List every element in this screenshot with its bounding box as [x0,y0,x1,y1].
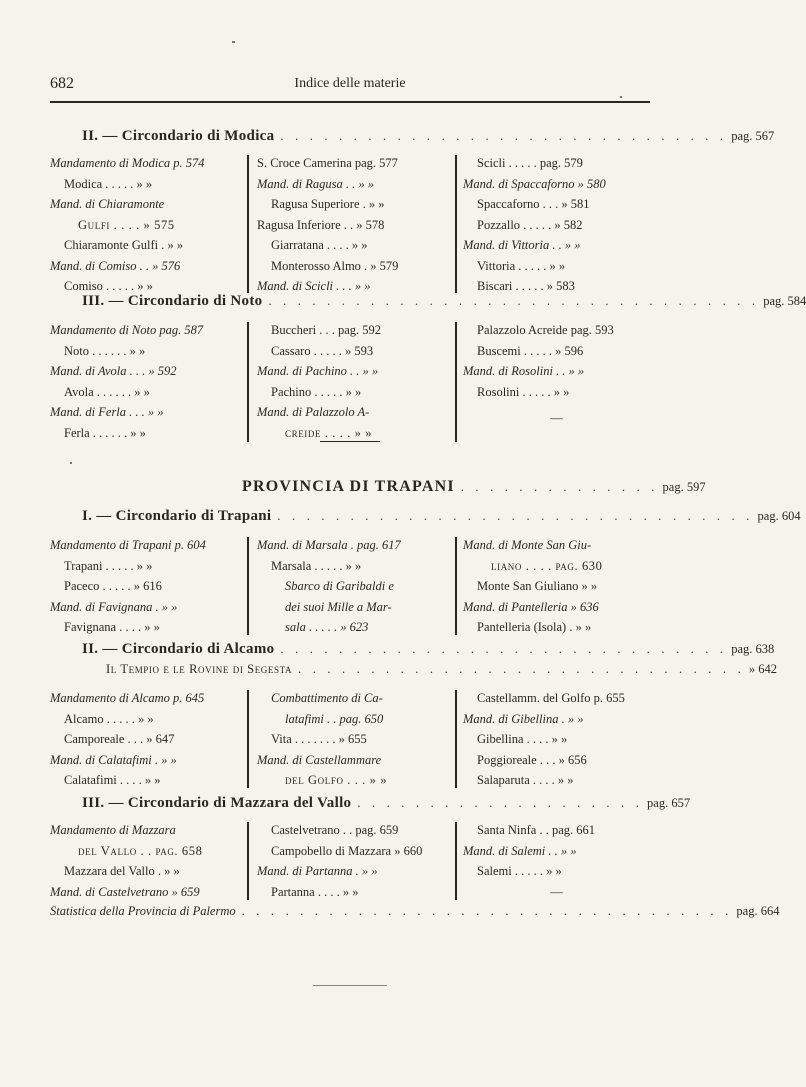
index-entry: Mand. di Pantelleria » 636 [463,599,599,614]
leader-dots: . . . . . . . . . . . . . . . . . . . . . . . . . . . . . . . . . . [241,904,733,918]
column-3 [463,535,650,638]
index-entry: Monterosso Almo . » 579 [271,258,399,273]
column-divider [455,322,457,442]
index-entry: Pozzallo . . . . . » 582 [477,217,583,232]
province-title: PROVINCIA DI TRAPANI [242,478,455,495]
index-entry: Alcamo . . . . . » » [64,711,154,726]
index-entry: Monte San Giuliano » » [477,579,598,593]
index-entry: Vittoria . . . . . » » [477,258,566,273]
column-1 [50,153,240,297]
index-entry: Giarratana . . . . » » [271,238,368,252]
section-page-ref: pag. 597 [662,480,706,494]
column-2 [257,688,454,791]
column-1 [50,320,240,443]
column-3 [463,688,650,791]
column-3 [463,820,650,902]
index-entry: Santa Ninfa . . pag. 661 [477,823,596,837]
paper-speck [232,41,235,43]
index-entry: Salaparuta . . . . » » [477,773,574,787]
leader-dots: . . . . . . . . . . . . . . . . . . . . . . . . . . . . . . . . . [277,509,754,523]
leader-dots: . . . . . . . . . . . . . . . . . . . . [357,796,644,810]
paper-speck [620,96,622,98]
index-entry: Sbarco di Garibaldi e [285,579,394,593]
entries-grid-alcamo [50,688,650,792]
index-entry: Mand. di Ferla . . . » » [50,405,164,419]
header-rule [50,101,650,103]
entries-grid-noto [50,320,650,446]
subsection-segesta [50,662,778,677]
index-entry: Mand. di Monte San Giu- [463,538,592,552]
section-page-ref: pag. 604 [757,509,801,523]
index-entry: Mand. di Scicli . . . » » [257,279,371,293]
index-entry: dei suoi Mille a Mar- [285,599,392,614]
index-entry: Scicli . . . . . pag. 579 [477,156,583,170]
end-rule [313,985,387,986]
leader-dots: . . . . . . . . . . . . . . . . . . . . . . . . . . . . . . . [280,129,728,143]
section-page-ref: pag. 638 [731,642,775,656]
column-divider [247,537,249,635]
index-entry: Ferla . . . . . . » » [64,425,146,440]
index-entry: Mandamento di Noto pag. 587 [50,323,204,337]
closing-entry [50,904,780,919]
index-entry: Salemi . . . . . » » [477,864,562,878]
index-entry: Comiso . . . . . » » [64,279,153,293]
index-entry: Buccheri . . . pag. 592 [271,323,382,337]
index-entry: Ragusa Inferiore . . » 578 [257,217,385,232]
index-entry: Cassaro . . . . . » 593 [271,343,374,358]
index-entry: del Golfo . . . » » [285,773,388,787]
index-entry: latafimi . . pag. 650 [285,711,384,726]
index-entry: Mand. di Castelvetrano » 659 [50,884,200,899]
leader-dots: . . . . . . . . . . . . . . [460,480,659,494]
paper-speck [70,462,72,464]
column-1 [50,535,240,638]
section-heading-mazzara [50,795,691,812]
index-entry: Pachino . . . . . » » [271,384,362,399]
section-heading-trapani [50,508,801,525]
column-divider [455,690,457,788]
index-entry: Mandamento di Trapani p. 604 [50,538,206,552]
column-1 [50,688,240,791]
column-divider [247,690,249,788]
section-heading-modica [50,128,775,145]
index-entry: Paceco . . . . . » 616 [64,579,162,593]
index-entry: Buscemi . . . . . » 596 [477,343,584,358]
index-entry: Rosolini . . . . . » » [477,384,570,399]
index-entry: — [550,411,563,425]
leader-dots: . . . . . . . . . . . . . . . . . . . . . . . . . . . . . . . [280,642,728,656]
index-entry: Mand. di Palazzolo A- [257,405,370,419]
index-entry: Gibellina . . . . » » [477,732,568,746]
index-entry: Chiaramonte Gulfi . » » [64,238,184,252]
index-entry: Combattimento di Ca- [271,691,383,705]
section-page-ref: pag. 584 [763,294,806,308]
leader-dots: . . . . . . . . . . . . . . . . . . . . . . . . . . . . . . . . . . [268,294,760,308]
index-entry: S. Croce Camerina pag. 577 [257,156,398,170]
index-entry: Mand. di Salemi . . » » [463,843,577,858]
index-entry: Poggioreale . . . » 656 [477,752,587,767]
section-title: I. — Circondario di Trapani [82,508,272,524]
section-heading-noto [50,293,806,310]
index-entry: sala . . . . . » 623 [285,620,369,634]
subsection-title: Il Tempio e le Rovine di Segesta [106,662,293,676]
column-3 [463,153,650,297]
index-entry: Avola . . . . . . » » [64,384,150,399]
index-entry: Mand. di Ragusa . . » » [257,176,375,191]
index-entry: Mandamento di Alcamo p. 645 [50,691,205,705]
section-page-ref: pag. 657 [647,796,691,810]
index-entry: Ragusa Superiore . » » [271,197,385,211]
entries-grid-mazzara [50,820,650,904]
entries-grid-modica [50,153,650,298]
index-entry: del Vallo . . pag. 658 [78,843,203,858]
column-1 [50,820,240,902]
index-entry: Biscari . . . . . » 583 [477,279,575,293]
index-entry: Palazzolo Acreide pag. 593 [477,323,614,337]
subsection-page-ref: » 642 [748,662,778,676]
index-entry: Trapani . . . . . » » [64,558,153,573]
index-entry: Mand. di Favignana . » » [50,599,178,614]
index-entry: Mand. di Vittoria . . » » [463,238,581,252]
column-divider [455,537,457,635]
index-entry: liano . . . . pag. 630 [491,558,603,573]
section-heading-alcamo [50,641,775,658]
index-entry: Mand. di Avola . . . » 592 [50,364,177,378]
index-entry: Mazzara del Vallo . » » [64,864,180,878]
page-number: 682 [50,75,74,92]
index-entry: Mand. di Spaccaforno » 580 [463,176,606,191]
index-entry: Partanna . . . . » » [271,884,359,899]
section-title: III. — Circondario di Mazzara del Vallo [82,795,352,811]
index-entry: Mand. di Rosolini . . » » [463,364,585,378]
running-title: Indice delle materie [294,76,406,91]
column-2 [257,153,454,297]
index-entry: Mand. di Gibellina . » » [463,711,584,726]
index-entry: Mand. di Partanna . » » [257,864,378,878]
column-divider [247,322,249,442]
index-entry: Campobello di Mazzara » 660 [271,843,423,858]
column-divider [247,155,249,293]
index-entry: — [550,884,563,899]
entries-grid-trapani [50,535,650,639]
closing-entry-page: pag. 664 [736,904,780,918]
running-header [50,73,650,95]
section-end-rule [320,441,380,442]
index-entry: Mand. di Chiaramonte [50,197,165,211]
column-3 [463,320,650,429]
index-entry: Marsala . . . . . » » [271,558,362,573]
column-divider [455,155,457,293]
section-title: II. — Circondario di Modica [82,128,275,144]
index-entry: Calatafimi . . . . » » [64,773,161,787]
province-heading [50,478,706,496]
index-entry: Spaccaforno . . . » 581 [477,197,590,211]
index-entry: Mandamento di Mazzara [50,823,176,837]
index-entry: Mand. di Calatafimi . » » [50,752,177,767]
index-entry: Vita . . . . . . . » 655 [271,732,367,746]
index-entry: Modica . . . . . » » [64,176,153,191]
index-entry: Castelvetrano . . pag. 659 [271,823,399,837]
closing-entry-title: Statistica della Provincia di Palermo [50,904,236,918]
index-entry: creide . . . . » » [285,425,373,440]
column-divider [455,822,457,900]
index-entry: Mand. di Castellammare [257,752,382,767]
index-entry: Pantelleria (Isola) . » » [477,620,592,634]
index-entry: Favignana . . . . » » [64,620,160,634]
index-entry: Castellamm. del Golfo p. 655 [477,691,625,705]
column-2 [257,535,454,638]
leader-dots: . . . . . . . . . . . . . . . . . . . . . . . . . . . . . . . [298,662,745,676]
section-title: II. — Circondario di Alcamo [82,641,275,657]
section-page-ref: pag. 567 [731,129,775,143]
index-entry: Mandamento di Modica p. 574 [50,156,205,170]
column-2 [257,820,454,902]
index-entry: Mand. di Pachino . . » » [257,364,379,378]
column-2 [257,320,454,443]
index-entry: Mand. di Comiso . . » 576 [50,258,181,273]
index-entry: Mand. di Marsala . pag. 617 [257,538,401,552]
index-entry: Noto . . . . . . » » [64,343,146,358]
index-entry: Camporeale . . . » 647 [64,732,175,746]
column-divider [247,822,249,900]
section-title: III. — Circondario di Noto [82,293,263,309]
index-entry: Gulfi . . . . » 575 [78,217,175,232]
